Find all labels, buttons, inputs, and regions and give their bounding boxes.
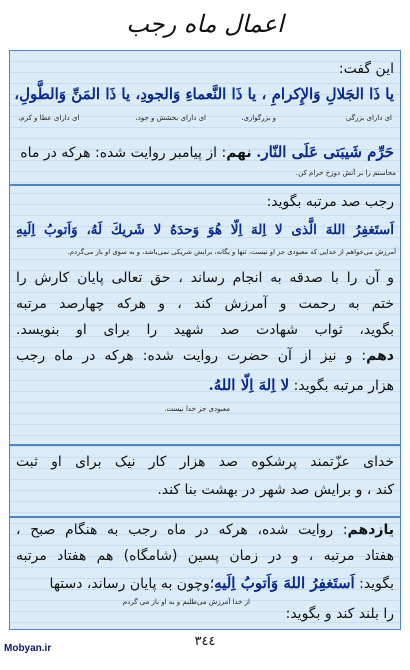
section4-line-3 [16, 574, 394, 592]
translation-6: آمرزش می‌خواهم از خدایی که معبودی جز او نیست، تنها و یگانه، برایش شریکی نمی‌باشد، و به سوی او باز می‌گردم. [67, 248, 396, 256]
keyword-ninth: نهم [226, 145, 252, 161]
intro-text: این گفت: [338, 61, 394, 77]
section2-line-6a: هزار مرتبه بگوید: [293, 378, 394, 394]
section2-line-3: ختم به رحمت و آمرزش کند ، و هرکه چهارصد مرتبه [16, 296, 394, 312]
dua-arabic-4: لا اِلهَ اِلّا اللهُ. [208, 376, 290, 394]
section2-line-6 [16, 376, 394, 394]
translation-4: ای دارای عطا و کرم، [18, 114, 80, 122]
section2-line-5 [16, 348, 394, 364]
section2-line-2: و آن را با صدقه به انجام رساند ، حق تعالی پایان کارش را [16, 270, 394, 286]
eleventh-text: : روایت شده، هرکه در ماه رجب به هنگام صبح ، [16, 522, 348, 538]
translation-8: از خدا آمرزش می‌طلبم و به او باز می گردم [122, 598, 250, 606]
translation-3: ای دارای بخشش و جود، [135, 114, 206, 122]
section4-line-3a: بگوید: [359, 576, 394, 592]
section4-line-4: را بلند کند و بگوید: [285, 606, 394, 622]
translation-7: معبودی جز خدا نیست. [164, 405, 230, 413]
section2-line-1: رجب صد مرتبه بگوید: [266, 194, 394, 210]
site-watermark[interactable]: Mobyan.ir [4, 643, 52, 654]
section4-line-1 [16, 522, 394, 538]
section4-line-2: هفتاد مرتبه ، و در زمان پسین (شامگاه) هم هفتاد مرتبه [16, 548, 394, 564]
page-title: اعمال ماه رجب [126, 10, 284, 38]
keyword-tenth: دهم [366, 348, 394, 364]
translation-2: و بزرگواری، [241, 114, 276, 122]
section3-line-2: کند ، و برایش صد شهر در بهشت بنا کند. [157, 482, 394, 498]
text-frame [9, 50, 401, 630]
section-1 [10, 51, 400, 186]
ninth-text: : از پیامبر روایت شده: هرکه در ماه [20, 145, 227, 161]
section-2 [10, 184, 400, 446]
section1-line-2 [16, 143, 394, 161]
translation-row-1 [14, 114, 396, 124]
section4-line-3b: ؛وچون به پایان رساند، دستها [49, 576, 215, 592]
tenth-text: : و نیز از آن حضرت روایت شده: هرکه در ماه رجب [16, 348, 367, 364]
keyword-eleventh: یازدهم [347, 522, 394, 538]
section3-line-1: خدای عزّتمند پرشکوه صد هزار کار نیک برای او ثبت [16, 454, 394, 470]
translation-1: ای دارای بزرگی [345, 114, 392, 122]
translation-5: محاسنم را بر آتش دوزخ حرام کن. [295, 169, 396, 177]
section-3 [10, 444, 400, 518]
dua-arabic-3: اَستَغفِرُ اللهَ الَّذى لا اِلهَ اِلّا هُوَ وَحدَهُ لا شَريكَ لَهُ، وَاَتوبُ اِلَيهِ [16, 222, 394, 238]
dua-arabic-1: يا ذَا الجَلالِ وَالإِكرامِ ، يا ذَا النَّعماءِ وَالجودِ، يا ذَا المَنِّ وَالطَّولِ، [14, 85, 394, 103]
page-number: ٣٤٤ [194, 634, 216, 649]
dua-arabic-5: اَستَغفِرُ اللهَ وَاَتوبُ اِلَيهِ [214, 574, 355, 592]
section2-line-4: بگوید، ثواب شهادت صد شهید را برای او بنویسد. [16, 322, 394, 338]
section-4 [10, 516, 400, 628]
dua-arabic-2: حَرِّم شَيبَتى عَلَى النّار. [256, 143, 394, 161]
